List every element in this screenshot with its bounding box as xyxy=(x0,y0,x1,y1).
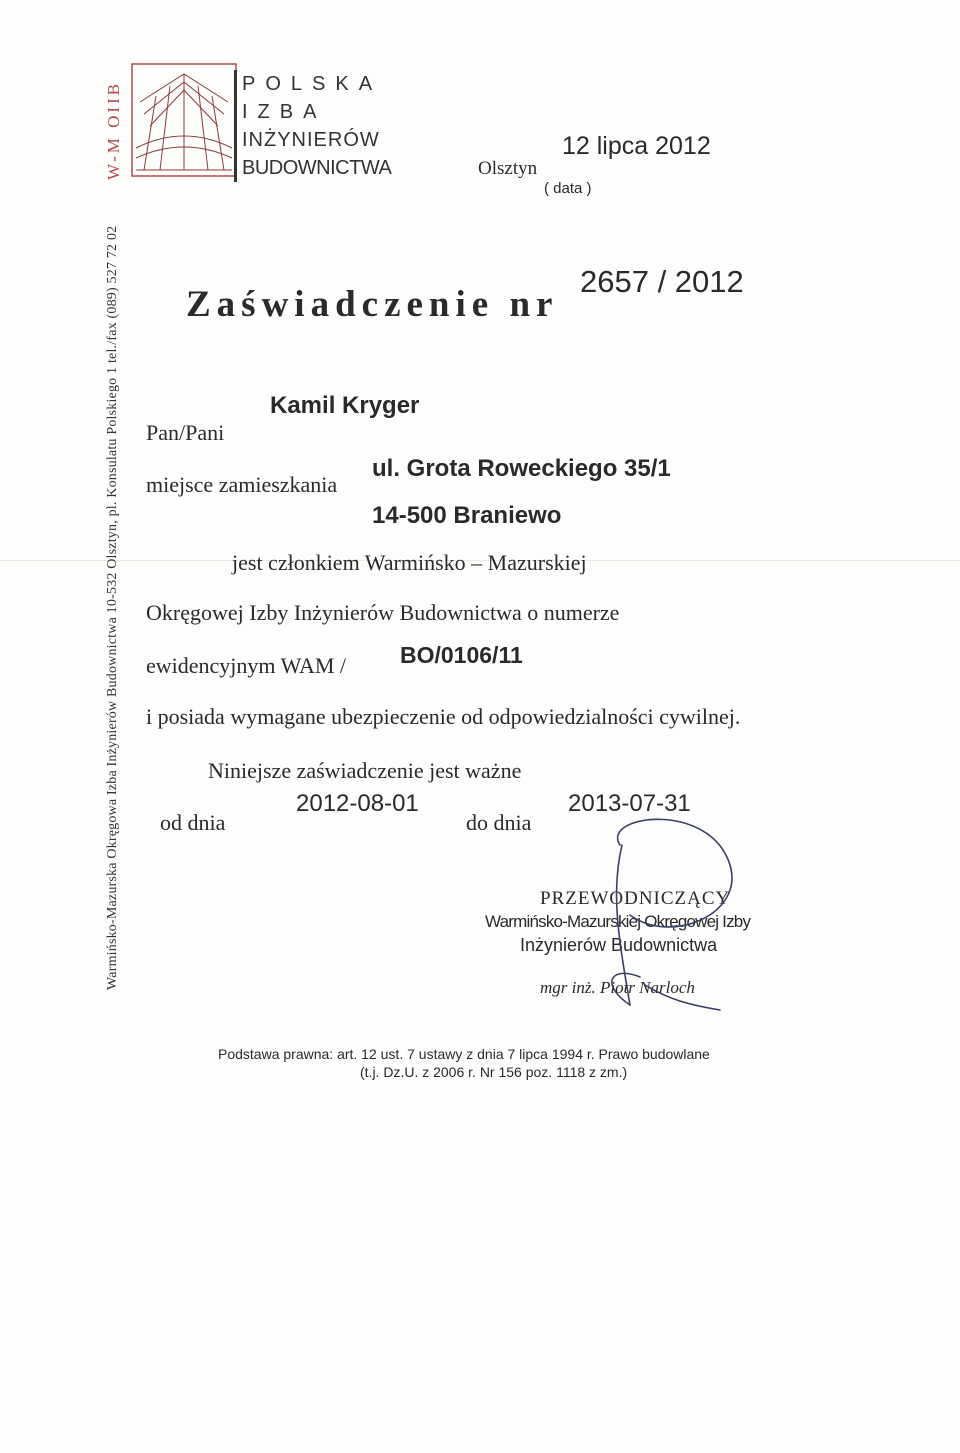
address-street: ul. Grota Roweckiego 35/1 xyxy=(372,455,671,482)
person-prefix: Pan/Pani xyxy=(146,420,225,445)
body-line-1: jest członkiem Warmińsko – Mazurskiej xyxy=(232,550,587,575)
validity-statement: Niniejsze zaświadczenie jest ważne xyxy=(208,758,522,783)
body-line-2: Okręgowej Izby Inżynierów Budownictwa o numerze xyxy=(146,600,620,625)
logo-divider xyxy=(234,70,237,182)
address-label: miejsce zamieszkania xyxy=(146,472,338,497)
certificate-title: Zaświadczenie nr xyxy=(186,284,559,325)
handwritten-signature-icon xyxy=(560,805,760,1025)
valid-from-date: 2012-08-01 xyxy=(296,790,419,817)
legal-basis-line-2: (t.j. Dz.U. z 2006 r. Nr 156 poz. 1118 z zm.) xyxy=(360,1064,628,1080)
member-number: BO/0106/11 xyxy=(400,642,523,668)
sidebar-address-text: Warmińsko-Mazurska Okręgowa Izba Inżynierów Budownictwa 10-532 Olsztyn, pl. Konsulatu Polskiego 1 tel./fax (089) 527 72 02 xyxy=(105,225,120,990)
signatory-org-line-1: Warmińsko-Mazurskiej Okręgowej Izby xyxy=(485,912,751,931)
logo-line-budownictwa: BUDOWNICTWA xyxy=(242,157,392,179)
sidebar-org-code: W-M OIIB xyxy=(104,80,123,180)
logo-line-polska: POLSKA xyxy=(242,73,383,95)
signatory-title: PRZEWODNICZĄCY xyxy=(540,888,731,909)
issue-date: 12 lipca 2012 xyxy=(562,132,711,160)
logo-line-inzynierow: INŻYNIERÓW xyxy=(242,129,380,151)
logo-line-izba: IZBA xyxy=(242,101,327,123)
issue-place: Olsztyn xyxy=(478,158,538,179)
body-line-3: i posiada wymagane ubezpieczenie od odpowiedzialności cywilnej. xyxy=(146,704,741,729)
address-city: 14-500 Braniewo xyxy=(372,502,562,529)
legal-basis-line-1: Podstawa prawna: art. 12 ust. 7 ustawy z dnia 7 lipca 1994 r. Prawo budowlane xyxy=(218,1046,710,1062)
bridge-emblem-icon xyxy=(130,62,238,178)
logo-wordmark xyxy=(242,70,391,182)
person-name: Kamil Kryger xyxy=(270,392,420,419)
date-label: ( data ) xyxy=(544,180,592,197)
valid-to-label: do dnia xyxy=(466,810,532,835)
signatory-name: mgr inż. Piotr Narloch xyxy=(540,978,695,997)
certificate-number: 2657 / 2012 xyxy=(580,264,744,299)
valid-to-date: 2013-07-31 xyxy=(568,790,691,817)
registry-label: ewidencyjnym WAM / xyxy=(146,653,347,678)
signatory-org-line-2: Inżynierów Budownictwa xyxy=(520,935,718,955)
valid-from-label: od dnia xyxy=(160,810,226,835)
